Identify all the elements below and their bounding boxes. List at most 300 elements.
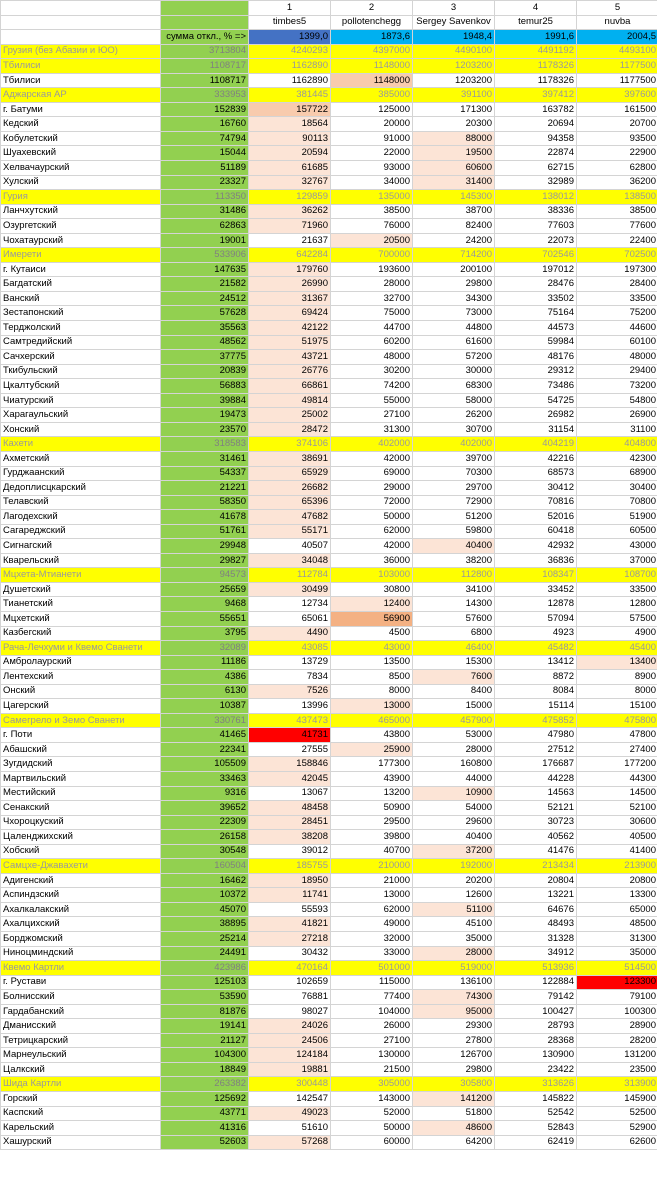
district-row (1, 844, 657, 859)
forecast-value: 31367 (249, 291, 331, 306)
forecast-value: 31100 (577, 422, 657, 437)
base-value: 19473 (161, 408, 249, 423)
forecast-value: 32767 (249, 175, 331, 190)
row-name: Рача-Лечхуми и Квемо Сванети (1, 641, 161, 656)
row-name: Телавский (1, 495, 161, 510)
district-row (1, 801, 657, 816)
forecast-value: 13000 (331, 699, 413, 714)
sum-value: 2004,5 (577, 30, 657, 45)
forecast-value: 40507 (249, 539, 331, 554)
forecast-value: 102659 (249, 975, 331, 990)
sum-row (1, 30, 657, 45)
rank-row (1, 1, 657, 16)
forecast-value: 15000 (413, 699, 495, 714)
row-name: Дманисский (1, 1019, 161, 1034)
forecast-value: 27400 (577, 742, 657, 757)
row-name: Цаленджихский (1, 830, 161, 845)
row-name: Онский (1, 684, 161, 699)
participant-name: pollotenchegg (331, 15, 413, 30)
forecast-value: 62715 (495, 161, 577, 176)
rank-3: 3 (413, 1, 495, 16)
region-row (1, 88, 657, 103)
forecast-value: 47800 (577, 728, 657, 743)
forecast-value: 177200 (577, 757, 657, 772)
forecast-value: 36836 (495, 553, 577, 568)
rank-5: 5 (577, 1, 657, 16)
rank-1: 1 (249, 1, 331, 16)
forecast-value: 20594 (249, 146, 331, 161)
district-row (1, 830, 657, 845)
base-value: 54337 (161, 466, 249, 481)
forecast-value: 49000 (331, 917, 413, 932)
forecast-value: 15114 (495, 699, 577, 714)
forecast-value: 112784 (249, 568, 331, 583)
forecast-value: 60100 (577, 335, 657, 350)
forecast-value: 45400 (577, 641, 657, 656)
forecast-value: 34300 (413, 291, 495, 306)
forecast-value: 35000 (413, 932, 495, 947)
forecast-value: 42300 (577, 451, 657, 466)
forecast-value: 54800 (577, 393, 657, 408)
forecast-value: 27555 (249, 742, 331, 757)
forecast-value: 44000 (413, 771, 495, 786)
forecast-value: 4240293 (249, 44, 331, 59)
forecast-value: 26982 (495, 408, 577, 423)
district-row (1, 539, 657, 554)
forecast-value: 8000 (331, 684, 413, 699)
row-name: Самтредийский (1, 335, 161, 350)
forecast-value: 125000 (331, 102, 413, 117)
forecast-value: 123300 (577, 975, 657, 990)
rank-4: 4 (495, 1, 577, 16)
forecast-value: 65000 (577, 902, 657, 917)
forecast-value: 24026 (249, 1019, 331, 1034)
forecast-value: 72000 (331, 495, 413, 510)
forecast-value: 112800 (413, 568, 495, 583)
corner-cell (1, 15, 161, 30)
district-row (1, 611, 657, 626)
forecast-value: 135000 (331, 190, 413, 205)
district-row (1, 306, 657, 321)
forecast-value: 34100 (413, 582, 495, 597)
forecast-value: 514500 (577, 961, 657, 976)
district-row (1, 350, 657, 365)
forecast-value: 192000 (413, 859, 495, 874)
forecast-value: 69424 (249, 306, 331, 321)
row-name: г. Кутаиси (1, 262, 161, 277)
forecast-value: 30432 (249, 946, 331, 961)
forecast-value: 39012 (249, 844, 331, 859)
region-row (1, 859, 657, 874)
forecast-value: 52843 (495, 1121, 577, 1136)
forecast-value: 38500 (331, 204, 413, 219)
row-name: Местийский (1, 786, 161, 801)
base-value: 18849 (161, 1062, 249, 1077)
forecast-value: 33000 (331, 946, 413, 961)
row-name: г. Батуми (1, 102, 161, 117)
region-row (1, 568, 657, 583)
base-value: 330761 (161, 713, 249, 728)
forecast-value: 13500 (331, 655, 413, 670)
forecast-value: 56900 (331, 611, 413, 626)
base-value: 11186 (161, 655, 249, 670)
forecast-value: 44300 (577, 771, 657, 786)
row-name: Амбролаурский (1, 655, 161, 670)
base-value: 10387 (161, 699, 249, 714)
forecast-value: 8084 (495, 684, 577, 699)
forecast-value: 62600 (577, 1135, 657, 1150)
forecast-value: 108700 (577, 568, 657, 583)
forecast-value: 27218 (249, 932, 331, 947)
row-name: Зугдидский (1, 757, 161, 772)
forecast-value: 313626 (495, 1077, 577, 1092)
forecast-value: 88000 (413, 131, 495, 146)
forecast-value: 49814 (249, 393, 331, 408)
forecast-value: 513936 (495, 961, 577, 976)
district-row (1, 1121, 657, 1136)
district-row (1, 990, 657, 1005)
forecast-value: 26200 (413, 408, 495, 423)
forecast-value: 74200 (331, 379, 413, 394)
forecast-value: 27100 (331, 408, 413, 423)
forecast-value: 28472 (249, 422, 331, 437)
base-value: 4386 (161, 670, 249, 685)
forecast-value: 20800 (577, 873, 657, 888)
base-value: 39652 (161, 801, 249, 816)
forecast-value: 65929 (249, 466, 331, 481)
row-name: Кахети (1, 437, 161, 452)
base-value: 35563 (161, 321, 249, 336)
forecast-value: 385000 (331, 88, 413, 103)
district-row (1, 481, 657, 496)
forecast-value: 28000 (331, 277, 413, 292)
forecast-value: 457900 (413, 713, 495, 728)
forecast-value: 68900 (577, 466, 657, 481)
forecast-value: 136100 (413, 975, 495, 990)
row-name: Лагодехский (1, 510, 161, 525)
forecast-value: 145822 (495, 1092, 577, 1107)
forecast-value: 42000 (331, 451, 413, 466)
forecast-value: 57268 (249, 1135, 331, 1150)
district-row (1, 277, 657, 292)
base-value: 51189 (161, 161, 249, 176)
corner-cell (1, 30, 161, 45)
forecast-value: 404800 (577, 437, 657, 452)
forecast-value: 37200 (413, 844, 495, 859)
forecast-value: 47682 (249, 510, 331, 525)
forecast-value: 44600 (577, 321, 657, 336)
forecast-value: 143000 (331, 1092, 413, 1107)
row-name: Абашский (1, 742, 161, 757)
forecast-value: 42122 (249, 321, 331, 336)
base-header-cell (161, 15, 249, 30)
forecast-value: 68300 (413, 379, 495, 394)
forecast-value: 28476 (495, 277, 577, 292)
forecast-value: 28200 (577, 1033, 657, 1048)
forecast-value: 4493100 (577, 44, 657, 59)
forecast-value: 145300 (413, 190, 495, 205)
forecast-value: 30723 (495, 815, 577, 830)
forecast-value: 49023 (249, 1106, 331, 1121)
forecast-value: 94358 (495, 131, 577, 146)
row-name: Сигнагский (1, 539, 161, 554)
district-row (1, 946, 657, 961)
forecast-value: 33502 (495, 291, 577, 306)
row-name: Ахметский (1, 451, 161, 466)
district-row (1, 655, 657, 670)
district-row (1, 684, 657, 699)
forecast-value: 30600 (577, 815, 657, 830)
forecast-value: 52542 (495, 1106, 577, 1121)
district-row (1, 73, 657, 88)
forecast-value: 75164 (495, 306, 577, 321)
forecast-value: 381445 (249, 88, 331, 103)
forecast-value: 4500 (331, 626, 413, 641)
forecast-value: 25900 (331, 742, 413, 757)
forecast-value: 22900 (577, 146, 657, 161)
base-value: 20839 (161, 364, 249, 379)
participant-name: nuvba (577, 15, 657, 30)
forecast-value: 40700 (331, 844, 413, 859)
forecast-value: 22874 (495, 146, 577, 161)
forecast-value: 14300 (413, 597, 495, 612)
forecast-value: 4490 (249, 626, 331, 641)
row-name: Горский (1, 1092, 161, 1107)
region-row (1, 248, 657, 263)
corner-cell (1, 1, 161, 16)
base-value: 125103 (161, 975, 249, 990)
forecast-value: 47980 (495, 728, 577, 743)
forecast-value: 52100 (577, 801, 657, 816)
row-name: Шуахевский (1, 146, 161, 161)
base-value: 19141 (161, 1019, 249, 1034)
base-value: 23570 (161, 422, 249, 437)
forecast-value: 93500 (577, 131, 657, 146)
row-name: Сагареджский (1, 524, 161, 539)
forecast-value: 1148000 (331, 59, 413, 74)
forecast-value: 1178326 (495, 59, 577, 74)
forecast-value: 43800 (331, 728, 413, 743)
sum-value: 1873,6 (331, 30, 413, 45)
forecast-value: 34048 (249, 553, 331, 568)
row-name: Чиатурский (1, 393, 161, 408)
forecast-value: 50000 (331, 1121, 413, 1136)
row-name: Багдатский (1, 277, 161, 292)
district-row (1, 1092, 657, 1107)
forecast-value: 402000 (413, 437, 495, 452)
district-row (1, 1106, 657, 1121)
forecast-value: 52016 (495, 510, 577, 525)
forecast-value: 36000 (331, 553, 413, 568)
row-name: Мцхета-Мтианети (1, 568, 161, 583)
base-value: 22341 (161, 742, 249, 757)
row-name: Квемо Картли (1, 961, 161, 976)
forecast-value: 197300 (577, 262, 657, 277)
forecast-value: 122884 (495, 975, 577, 990)
forecast-value: 42000 (331, 539, 413, 554)
forecast-value: 374106 (249, 437, 331, 452)
row-name: Хобский (1, 844, 161, 859)
base-value: 333953 (161, 88, 249, 103)
forecast-value: 42216 (495, 451, 577, 466)
row-name: Адигенский (1, 873, 161, 888)
forecast-value: 19500 (413, 146, 495, 161)
forecast-value: 501000 (331, 961, 413, 976)
base-value: 31461 (161, 451, 249, 466)
base-value: 52603 (161, 1135, 249, 1150)
row-name: Мартвильский (1, 771, 161, 786)
district-row (1, 379, 657, 394)
forecast-value: 82400 (413, 219, 495, 234)
row-name: Чохатаурский (1, 233, 161, 248)
forecast-value: 45482 (495, 641, 577, 656)
base-value: 31486 (161, 204, 249, 219)
forecast-value: 38200 (413, 553, 495, 568)
forecast-value: 79142 (495, 990, 577, 1005)
forecast-value: 40400 (413, 539, 495, 554)
forecast-value: 38336 (495, 204, 577, 219)
forecast-value: 20200 (413, 873, 495, 888)
forecast-value: 130900 (495, 1048, 577, 1063)
forecast-value: 33500 (577, 582, 657, 597)
forecast-value: 700000 (331, 248, 413, 263)
district-row (1, 932, 657, 947)
forecast-value: 57500 (577, 611, 657, 626)
forecast-value: 161500 (577, 102, 657, 117)
forecast-value: 71960 (249, 219, 331, 234)
forecast-value: 36262 (249, 204, 331, 219)
forecast-value: 305000 (331, 1077, 413, 1092)
forecast-value: 40500 (577, 830, 657, 845)
base-value: 53590 (161, 990, 249, 1005)
forecast-value: 391100 (413, 88, 495, 103)
rank-2: 2 (331, 1, 413, 16)
base-value: 3795 (161, 626, 249, 641)
forecast-value: 48493 (495, 917, 577, 932)
forecast-value: 1162890 (249, 59, 331, 74)
base-value: 10372 (161, 888, 249, 903)
forecast-value: 27800 (413, 1033, 495, 1048)
forecast-value: 38691 (249, 451, 331, 466)
forecast-value: 702500 (577, 248, 657, 263)
district-row (1, 321, 657, 336)
region-row (1, 59, 657, 74)
base-value: 147635 (161, 262, 249, 277)
district-row (1, 233, 657, 248)
forecast-value: 32000 (331, 932, 413, 947)
row-name: Тианетский (1, 597, 161, 612)
row-name: г. Рустави (1, 975, 161, 990)
forecast-value: 37000 (577, 553, 657, 568)
base-value: 81876 (161, 1004, 249, 1019)
forecast-value: 1177500 (577, 73, 657, 88)
forecast-value: 18950 (249, 873, 331, 888)
forecast-value: 30700 (413, 422, 495, 437)
base-value: 38895 (161, 917, 249, 932)
forecast-value: 70300 (413, 466, 495, 481)
forecast-value: 29400 (577, 364, 657, 379)
region-row (1, 437, 657, 452)
base-value: 29948 (161, 539, 249, 554)
forecast-value: 13400 (577, 655, 657, 670)
base-value: 30548 (161, 844, 249, 859)
forecast-value: 13200 (331, 786, 413, 801)
district-row (1, 699, 657, 714)
row-name: Хулский (1, 175, 161, 190)
forecast-value: 437473 (249, 713, 331, 728)
forecast-value: 20804 (495, 873, 577, 888)
forecast-value: 141200 (413, 1092, 495, 1107)
forecast-value: 57600 (413, 611, 495, 626)
base-header-cell (161, 1, 249, 16)
forecast-value: 15100 (577, 699, 657, 714)
forecast-value: 64676 (495, 902, 577, 917)
forecast-value: 1203200 (413, 59, 495, 74)
row-name: Хонский (1, 422, 161, 437)
forecast-value: 475800 (577, 713, 657, 728)
forecast-value: 13996 (249, 699, 331, 714)
district-row (1, 815, 657, 830)
forecast-value: 642284 (249, 248, 331, 263)
forecast-value: 75200 (577, 306, 657, 321)
forecast-value: 57094 (495, 611, 577, 626)
forecast-value: 20500 (331, 233, 413, 248)
row-name: Сачхерский (1, 350, 161, 365)
region-row (1, 1077, 657, 1092)
forecast-value: 42932 (495, 539, 577, 554)
base-value: 48562 (161, 335, 249, 350)
forecast-value: 465000 (331, 713, 413, 728)
district-row (1, 888, 657, 903)
base-value: 125692 (161, 1092, 249, 1107)
forecast-value: 4490100 (413, 44, 495, 59)
forecast-value: 43900 (331, 771, 413, 786)
forecast-value: 197012 (495, 262, 577, 277)
forecast-value: 29800 (413, 1062, 495, 1077)
forecast-value: 26000 (331, 1019, 413, 1034)
district-row (1, 786, 657, 801)
base-value: 45070 (161, 902, 249, 917)
district-row (1, 291, 657, 306)
forecast-value: 20694 (495, 117, 577, 132)
forecast-value: 26990 (249, 277, 331, 292)
base-value: 21582 (161, 277, 249, 292)
forecast-value: 29312 (495, 364, 577, 379)
forecast-value: 179760 (249, 262, 331, 277)
base-value: 25659 (161, 582, 249, 597)
district-row (1, 670, 657, 685)
row-name: Терджолский (1, 321, 161, 336)
forecast-value: 33452 (495, 582, 577, 597)
forecast-value: 115000 (331, 975, 413, 990)
forecast-value: 129859 (249, 190, 331, 205)
row-name: Борджомский (1, 932, 161, 947)
row-name: Грузия (без Абазии и ЮО) (1, 44, 161, 59)
forecast-value: 77603 (495, 219, 577, 234)
forecast-value: 44573 (495, 321, 577, 336)
forecast-value: 11741 (249, 888, 331, 903)
district-row (1, 262, 657, 277)
base-value: 32089 (161, 641, 249, 656)
forecast-value: 100427 (495, 1004, 577, 1019)
forecast-value: 52900 (577, 1121, 657, 1136)
district-row (1, 393, 657, 408)
forecast-value: 20300 (413, 117, 495, 132)
base-value: 15044 (161, 146, 249, 161)
forecast-value: 177300 (331, 757, 413, 772)
forecast-value: 43721 (249, 350, 331, 365)
forecast-value: 58000 (413, 393, 495, 408)
